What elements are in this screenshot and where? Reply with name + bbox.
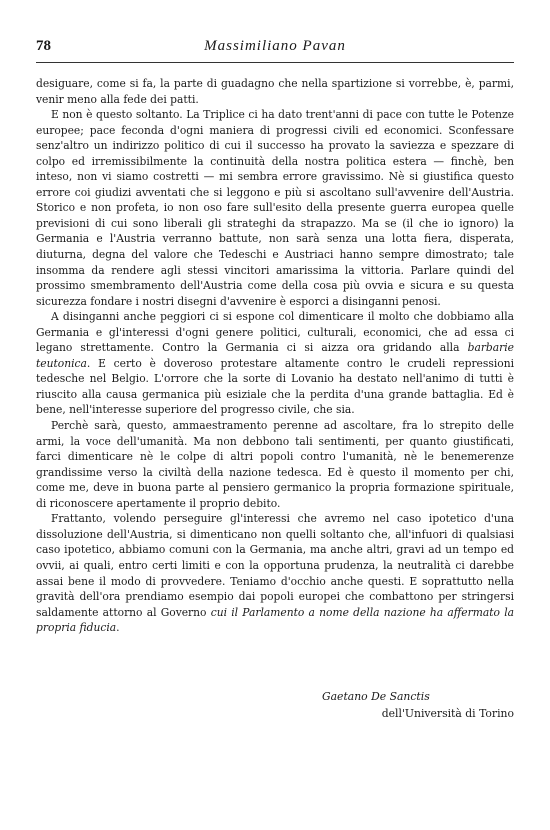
text-run: Frattanto, volendo perseguire gl'interessi che avremo nel caso ipotetico d'una dissoluzione dell'Austria, si dimenticano non quelli soltanto che, all'infuori di qualsiasi caso ipotetico, abbiamo comuni con la Germania, ma anche altri, gravi ad un tempo ed ovvii, ai quali, entro certi limiti e con la opportuna prudenza, la neutralità ci darebbe assai bene il modo di provvedere. Teniamo d'occhio anche questi. E soprattutto nella gravità dell'ora prendiamo esempio dai popoli europei che combattono per stringersi saldamente attorno al Governo — [36, 512, 514, 619]
text-run: Perchè sarà, questo, ammaestramento perenne ad ascoltare, fra lo strepito delle armi, la voce dell'umanità. Ma non debbono tali sentimenti, per quanto giustificati, farci dimenticare nè le colpe di altri popoli contro l'umanità, nè le benemerenze grandissime verso la civiltà della nazione tedesca. Ed è questo il momento per chi, come me, deve in buona parte al pensiero germanico la propria formazione spirituale, di riconoscere apertamente il proprio debito. — [36, 419, 514, 510]
body-text — [36, 76, 514, 636]
text-run: desiguare, come si fa, la parte di guadagno che nella spartizione si vorrebbe, è, parmi, venir meno alla fede dei patti. — [36, 77, 514, 106]
paragraph — [36, 76, 514, 107]
paragraph — [36, 511, 514, 635]
paragraph — [36, 418, 514, 511]
text-run: E non è questo soltanto. La Triplice ci ha dato trent'anni di pace con tutte le Potenze europee; pace feconda d'ogni maniera di progressi civili ed economici. Sconfessare senz'altro un indirizzo politico di cui il successo ha provato la saviezza e spezzare di colpo ed irremissibilmente la continuità della nostra politica estera — finchè, ben inteso, non vi siamo costretti — mi sembra errore gravissimo. Nè si giustifica questo errore coi giudizi avventati che si leggono e più si ascoltano sull'avvenire dell'Austria. Storico e non profeta, io non oso fare sull'esito della presente guerra europea quelle previsioni di cui sono liberali gli strateghi da strapazzo. Ma se (il che io ignoro) la Germania e l'Austria verranno battute, non sarà senza una lotta fiera, disperata, diuturna, degna del valore che Tedeschi e Austriaci hanno sempre dimostrato; tale insomma da rendere agli stessi vincitori amarissima la vittoria. Parlare quindi del prossimo smembramento dell'Austria come della cosa più ovvia e sicura e su questa sicurezza fondare i nostri disegni d'avvenire è esporci a disinganni penosi. — [36, 108, 514, 308]
signature-block — [304, 688, 514, 722]
page-header — [36, 38, 514, 58]
italic-phrase: cui il Parlamento a nome della nazione ha affermato la propria fiducia — [36, 605, 514, 635]
text-run: A disinganni anche peggiori ci si espone col dimenticare il molto che dobbiamo alla Germania e gl'interessi d'ogni genere politici, culturali, economici, che ad essa ci legano strettamente. Contro la Germania ci si aizza ora gridando alla — [36, 310, 514, 355]
italic-phrase: barbarie teutonica — [36, 341, 514, 370]
page-number: 78 — [36, 38, 51, 54]
header-rule — [36, 62, 514, 63]
author-name: Gaetano De Sanctis — [322, 690, 430, 703]
author-affiliation: dell'Università di Torino — [381, 707, 514, 720]
running-head: Massimiliano Pavan — [204, 38, 346, 54]
text-run: . E certo è doveroso protestare altamente contro le crudeli repressioni tedesche nel Belgio. L'orrore che la sorte di Lovanio ha destato nell'animo di tutti è riuscito alla causa germanica più esiziale che la perdita d'una grande battaglia. Ed è bene, nell'interesse superiore del progresso civile, che sia. — [36, 356, 514, 417]
paragraph — [36, 107, 514, 309]
text-run: . — [116, 621, 120, 635]
paragraph — [36, 309, 514, 418]
